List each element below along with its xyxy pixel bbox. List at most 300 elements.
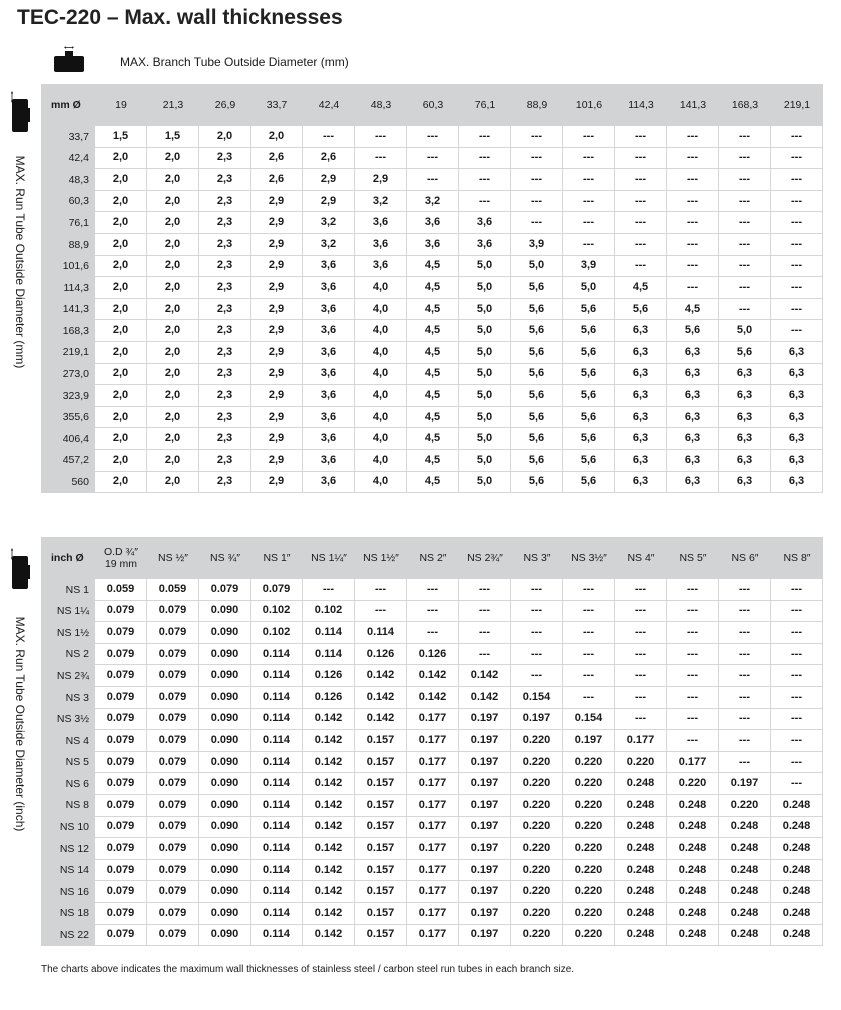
table-cell: ---: [771, 709, 823, 731]
table-cell: 2,0: [147, 320, 199, 342]
table-cell: 2,9: [251, 407, 303, 429]
table-cell: 0.197: [459, 795, 511, 817]
table-cell: 0.079: [95, 730, 147, 752]
table-cell: 2,9: [251, 450, 303, 472]
table-row: [41, 126, 823, 148]
row-header: 101,6: [41, 256, 95, 278]
table-cell: 0.059: [95, 579, 147, 601]
column-header-text: 21,3: [162, 98, 184, 111]
table-cell: 2,0: [95, 212, 147, 234]
table-cell: 5,6: [563, 407, 615, 429]
table-cell: 2,0: [147, 212, 199, 234]
table-cell: ---: [303, 579, 355, 601]
table-cell: 3,6: [355, 212, 407, 234]
column-header-text: NS ½″: [158, 551, 188, 564]
table-cell: 2,0: [147, 428, 199, 450]
table-cell: 3,9: [563, 256, 615, 278]
table-cell: 2,9: [251, 428, 303, 450]
table-cell: 0.248: [719, 860, 771, 882]
table-cell: ---: [719, 601, 771, 623]
table-cell: 0.114: [251, 665, 303, 687]
table-cell: 2,0: [95, 191, 147, 213]
table-cell: 2,0: [95, 299, 147, 321]
table-cell: ---: [771, 277, 823, 299]
table-row: [41, 234, 823, 256]
table-cell: 3,6: [303, 277, 355, 299]
table-cell: 0.220: [719, 795, 771, 817]
table-cell: 0.079: [95, 903, 147, 925]
table-cell: ---: [719, 752, 771, 774]
table-cell: 6,3: [667, 428, 719, 450]
table-cell: 0.079: [147, 687, 199, 709]
table-cell: 6,3: [719, 364, 771, 386]
table-cell: ---: [771, 320, 823, 342]
column-header: [563, 84, 615, 126]
table-cell: ---: [563, 234, 615, 256]
table-cell: ---: [719, 579, 771, 601]
column-header: [95, 84, 147, 126]
row-header: 560: [41, 472, 95, 494]
row-header: 141,3: [41, 299, 95, 321]
table-cell: 0.142: [303, 709, 355, 731]
table-cell: 0.157: [355, 752, 407, 774]
table-cell: 0.248: [719, 903, 771, 925]
table-cell: ---: [511, 644, 563, 666]
table-cell: 2,0: [147, 169, 199, 191]
table-cell: 0.197: [459, 903, 511, 925]
table-cell: 0.248: [771, 881, 823, 903]
table-cell: 0.220: [511, 903, 563, 925]
table-cell: 0.220: [563, 752, 615, 774]
table-cell: 0.079: [95, 838, 147, 860]
table-cell: 6,3: [667, 407, 719, 429]
table-cell: 2,3: [199, 277, 251, 299]
table-cell: 2,0: [147, 256, 199, 278]
table-cell: ---: [771, 299, 823, 321]
table-cell: 5,0: [563, 277, 615, 299]
table-cell: 5,6: [615, 299, 667, 321]
table-cell: 0.114: [251, 860, 303, 882]
table-cell: 3,6: [303, 407, 355, 429]
table-cell: 2,0: [147, 342, 199, 364]
table-cell: ---: [771, 148, 823, 170]
table-cell: 2,3: [199, 472, 251, 494]
table-cell: 0.114: [251, 730, 303, 752]
table-cell: 2,0: [147, 407, 199, 429]
table-cell: 2,3: [199, 234, 251, 256]
table-cell: 2,0: [147, 234, 199, 256]
table-cell: ---: [771, 601, 823, 623]
column-header-text: 219,1: [783, 98, 811, 111]
table-cell: 0.220: [511, 752, 563, 774]
table-cell: 2,9: [251, 277, 303, 299]
table-cell: 0.248: [719, 838, 771, 860]
table-cell: 0.114: [251, 925, 303, 947]
table-cell: 0.220: [563, 925, 615, 947]
table-cell: ---: [719, 148, 771, 170]
table-cell: 5,6: [511, 320, 563, 342]
table-cell: 0.079: [147, 795, 199, 817]
table-cell: ---: [615, 601, 667, 623]
table-cell: 0.079: [95, 601, 147, 623]
table-cell: ---: [719, 709, 771, 731]
row-header: 273,0: [41, 364, 95, 386]
table-cell: ---: [563, 687, 615, 709]
table-cell: 5,0: [511, 256, 563, 278]
table-cell: 0.197: [459, 881, 511, 903]
table-cell: 0.079: [147, 838, 199, 860]
table-row: [41, 364, 823, 386]
table-cell: ---: [771, 752, 823, 774]
table-cell: 0.090: [199, 601, 251, 623]
table-cell: ---: [667, 665, 719, 687]
table-cell: ---: [667, 126, 719, 148]
table-cell: 0.114: [303, 622, 355, 644]
row-header: NS 5: [41, 752, 95, 774]
footnote: The charts above indicates the maximum wall thicknesses of stainless steel / carbon steel run tubes in each branch size.: [41, 964, 575, 975]
table-cell: ---: [719, 212, 771, 234]
table-cell: ---: [771, 256, 823, 278]
column-header: [459, 537, 511, 579]
table-cell: 0.079: [95, 622, 147, 644]
table-cell: 3,6: [303, 428, 355, 450]
table-row: [41, 256, 823, 278]
table-cell: 5,0: [459, 407, 511, 429]
table-cell: ---: [615, 622, 667, 644]
table-cell: 0.197: [459, 773, 511, 795]
table-cell: 0.220: [511, 730, 563, 752]
table-cell: 0.248: [667, 925, 719, 947]
table-cell: 6,3: [615, 428, 667, 450]
column-header-text: NS 3½″: [571, 551, 607, 564]
table-cell: ---: [355, 126, 407, 148]
table-cell: 6,3: [719, 428, 771, 450]
table-cell: 0.220: [563, 817, 615, 839]
table-cell: 0.079: [147, 622, 199, 644]
table-cell: 0.154: [511, 687, 563, 709]
table-cell: 2,3: [199, 299, 251, 321]
table-cell: ---: [771, 622, 823, 644]
table-cell: 0.090: [199, 925, 251, 947]
table-cell: 2,0: [95, 428, 147, 450]
table-cell: ---: [667, 579, 719, 601]
table-cell: ---: [407, 126, 459, 148]
table-cell: 5,6: [511, 428, 563, 450]
table-cell: 5,6: [511, 364, 563, 386]
table-cell: ---: [615, 687, 667, 709]
table-cell: 5,6: [563, 385, 615, 407]
table-cell: 2,6: [251, 148, 303, 170]
table-cell: 2,9: [251, 320, 303, 342]
column-header-text: 60,3: [422, 98, 444, 111]
table-cell: ---: [407, 579, 459, 601]
table-cell: 4,0: [355, 342, 407, 364]
table-cell: 2,0: [147, 148, 199, 170]
table-cell: ---: [667, 687, 719, 709]
table-cell: 3,9: [511, 234, 563, 256]
table-cell: 0.177: [407, 773, 459, 795]
table-cell: 4,5: [407, 364, 459, 386]
table-cell: 0.090: [199, 817, 251, 839]
table-cell: 3,6: [303, 472, 355, 494]
table-cell: 0.248: [667, 817, 719, 839]
table-cell: ---: [511, 212, 563, 234]
table-cell: 0.220: [667, 773, 719, 795]
table-cell: 0.177: [407, 881, 459, 903]
column-header-text: 141,3: [679, 98, 707, 111]
table-cell: 0.079: [147, 860, 199, 882]
table-cell: 4,0: [355, 299, 407, 321]
table-cell: 3,6: [303, 450, 355, 472]
table-cell: 0.090: [199, 730, 251, 752]
table-cell: 6,3: [771, 407, 823, 429]
table-cell: 0.079: [147, 903, 199, 925]
table-cell: 0.177: [667, 752, 719, 774]
table-cell: 0.079: [251, 579, 303, 601]
table-cell: 4,0: [355, 472, 407, 494]
table-row: [41, 342, 823, 364]
table-cell: ---: [771, 687, 823, 709]
table-cell: 5,6: [511, 472, 563, 494]
table-cell: 5,6: [563, 428, 615, 450]
table-cell: ---: [719, 299, 771, 321]
table-cell: 2,3: [199, 385, 251, 407]
table-cell: 0.220: [563, 773, 615, 795]
column-header-text: NS 8″: [783, 551, 811, 564]
column-header-text: NS 5″: [679, 551, 707, 564]
row-header: NS 10: [41, 817, 95, 839]
table-cell: ---: [667, 212, 719, 234]
table-cell: 6,3: [771, 450, 823, 472]
table-row: [41, 709, 823, 731]
table-cell: 6,3: [615, 472, 667, 494]
table-cell: ---: [563, 148, 615, 170]
table-cell: 2,3: [199, 407, 251, 429]
table-cell: ---: [407, 622, 459, 644]
table-cell: 0.197: [459, 752, 511, 774]
table-cell: 0.142: [303, 817, 355, 839]
table-cell: 5,0: [459, 428, 511, 450]
table-cell: ---: [667, 644, 719, 666]
table-row: [41, 385, 823, 407]
table-cell: ---: [459, 579, 511, 601]
table-cell: 0.248: [667, 795, 719, 817]
column-header: [147, 537, 199, 579]
row-header: NS 4: [41, 730, 95, 752]
column-header: [511, 537, 563, 579]
table-cell: 0.157: [355, 817, 407, 839]
table-cell: 0.079: [147, 752, 199, 774]
column-header: [459, 84, 511, 126]
table-cell: 0.079: [147, 925, 199, 947]
table-cell: 0.114: [251, 903, 303, 925]
table-cell: 0.142: [355, 665, 407, 687]
table-cell: 0.079: [147, 773, 199, 795]
table-cell: 3,6: [303, 364, 355, 386]
table-cell: 0.248: [719, 881, 771, 903]
table-row: [41, 644, 823, 666]
table-cell: 2,0: [147, 472, 199, 494]
table-cell: 2,9: [251, 385, 303, 407]
table-cell: 6,3: [771, 342, 823, 364]
column-header: [303, 537, 355, 579]
table-cell: 0.248: [771, 838, 823, 860]
table-cell: 0.248: [771, 903, 823, 925]
table-cell: 3,6: [407, 234, 459, 256]
row-header: NS 2: [41, 644, 95, 666]
table-cell: ---: [459, 644, 511, 666]
table-cell: ---: [719, 191, 771, 213]
table-cell: 0.079: [95, 687, 147, 709]
column-header-text: 76,1: [474, 98, 496, 111]
table-cell: ---: [667, 709, 719, 731]
table-cell: 3,6: [459, 234, 511, 256]
table-cell: 0.248: [719, 925, 771, 947]
table-cell: 0.079: [95, 773, 147, 795]
table-cell: 0.177: [407, 860, 459, 882]
table-cell: 5,6: [563, 472, 615, 494]
table-cell: 6,3: [719, 472, 771, 494]
table-cell: 2,0: [95, 450, 147, 472]
table-row: [41, 450, 823, 472]
table-cell: ---: [667, 148, 719, 170]
table-cell: 2,3: [199, 342, 251, 364]
column-header: [615, 84, 667, 126]
table-cell: 3,6: [303, 299, 355, 321]
table-cell: 0.248: [615, 903, 667, 925]
table-cell: 0.079: [147, 730, 199, 752]
table-cell: 2,0: [95, 277, 147, 299]
table-cell: 0.090: [199, 622, 251, 644]
page-title: TEC-220 – Max. wall thicknesses: [17, 6, 343, 29]
table-cell: ---: [511, 622, 563, 644]
column-header-text: 19 mm: [104, 558, 138, 570]
table-cell: ---: [563, 622, 615, 644]
table-cell: 0.220: [563, 860, 615, 882]
table-cell: 0.142: [459, 665, 511, 687]
table-cell: ---: [719, 687, 771, 709]
row-header: 323,9: [41, 385, 95, 407]
column-header-text: NS ¾″: [210, 551, 240, 564]
column-header: [407, 84, 459, 126]
table-cell: 2,0: [95, 234, 147, 256]
table-cell: 3,6: [355, 256, 407, 278]
table-cell: 0.157: [355, 881, 407, 903]
table-cell: 0.090: [199, 795, 251, 817]
row-header: NS 3: [41, 687, 95, 709]
table-cell: 0.079: [199, 579, 251, 601]
table-row: [41, 622, 823, 644]
table-row: [41, 860, 823, 882]
column-header-text: NS 1″: [263, 551, 291, 564]
table-cell: 3,2: [407, 191, 459, 213]
table-cell: 2,0: [147, 364, 199, 386]
table-cell: 0.059: [147, 579, 199, 601]
table-cell: 6,3: [615, 450, 667, 472]
table-cell: ---: [407, 601, 459, 623]
table-cell: 0.177: [407, 838, 459, 860]
table-row: [41, 191, 823, 213]
table-cell: 0.248: [719, 817, 771, 839]
table-cell: 2,3: [199, 148, 251, 170]
corner-header: mm Ø: [41, 84, 95, 126]
table-cell: 0.102: [251, 622, 303, 644]
table-cell: 1,5: [95, 126, 147, 148]
table-cell: 5,0: [459, 385, 511, 407]
table-cell: 0.114: [251, 687, 303, 709]
table-cell: 2,6: [251, 169, 303, 191]
table-cell: 0.248: [615, 773, 667, 795]
table-cell: 0.248: [771, 925, 823, 947]
table-cell: 0.142: [355, 709, 407, 731]
table-cell: 3,6: [303, 385, 355, 407]
table-row: [41, 881, 823, 903]
table-cell: ---: [615, 234, 667, 256]
column-header-text: 42,4: [318, 98, 340, 111]
table-cell: 0.142: [303, 903, 355, 925]
column-header-text: 33,7: [266, 98, 288, 111]
table-cell: 0.177: [407, 730, 459, 752]
table-cell: 4,5: [667, 299, 719, 321]
table-cell: ---: [511, 126, 563, 148]
table-cell: 0.220: [511, 860, 563, 882]
table-cell: 4,0: [355, 428, 407, 450]
table-cell: 6,3: [615, 320, 667, 342]
table-row: [41, 148, 823, 170]
row-header: NS 18: [41, 903, 95, 925]
table-cell: 5,0: [459, 472, 511, 494]
run-tube-icon: [8, 90, 30, 134]
table-cell: 0.177: [407, 795, 459, 817]
column-header-text: 114,3: [628, 98, 654, 111]
table-cell: 6,3: [667, 342, 719, 364]
table-cell: 6,3: [771, 428, 823, 450]
table-cell: ---: [667, 191, 719, 213]
table-cell: 0.197: [511, 709, 563, 731]
table-cell: 0.248: [771, 795, 823, 817]
table-cell: 3,6: [303, 342, 355, 364]
column-header-text: NS 1¼″: [311, 551, 347, 564]
table-cell: 2,9: [251, 342, 303, 364]
table-cell: ---: [771, 234, 823, 256]
table-cell: 0.114: [251, 838, 303, 860]
table-cell: 0.114: [251, 817, 303, 839]
table-cell: ---: [719, 277, 771, 299]
table-cell: 0.220: [615, 752, 667, 774]
wall-thickness-table-inch: [41, 537, 823, 946]
table-cell: 0.114: [251, 709, 303, 731]
table-cell: 0.197: [459, 817, 511, 839]
table-cell: 0.079: [95, 817, 147, 839]
table-cell: 5,0: [459, 256, 511, 278]
table-cell: 0.090: [199, 709, 251, 731]
column-header: [199, 84, 251, 126]
table-cell: 0.197: [719, 773, 771, 795]
table-cell: 2,9: [251, 299, 303, 321]
table-cell: 0.220: [511, 795, 563, 817]
table-cell: 3,6: [407, 212, 459, 234]
table-cell: ---: [459, 191, 511, 213]
table-cell: ---: [615, 191, 667, 213]
table-cell: 6,3: [615, 342, 667, 364]
table-cell: 6,3: [615, 364, 667, 386]
row-header: 168,3: [41, 320, 95, 342]
table-cell: 3,2: [303, 212, 355, 234]
table-cell: 2,9: [251, 256, 303, 278]
table-cell: 6,3: [719, 450, 771, 472]
table-cell: 0.079: [95, 925, 147, 947]
table-cell: 0.220: [511, 881, 563, 903]
